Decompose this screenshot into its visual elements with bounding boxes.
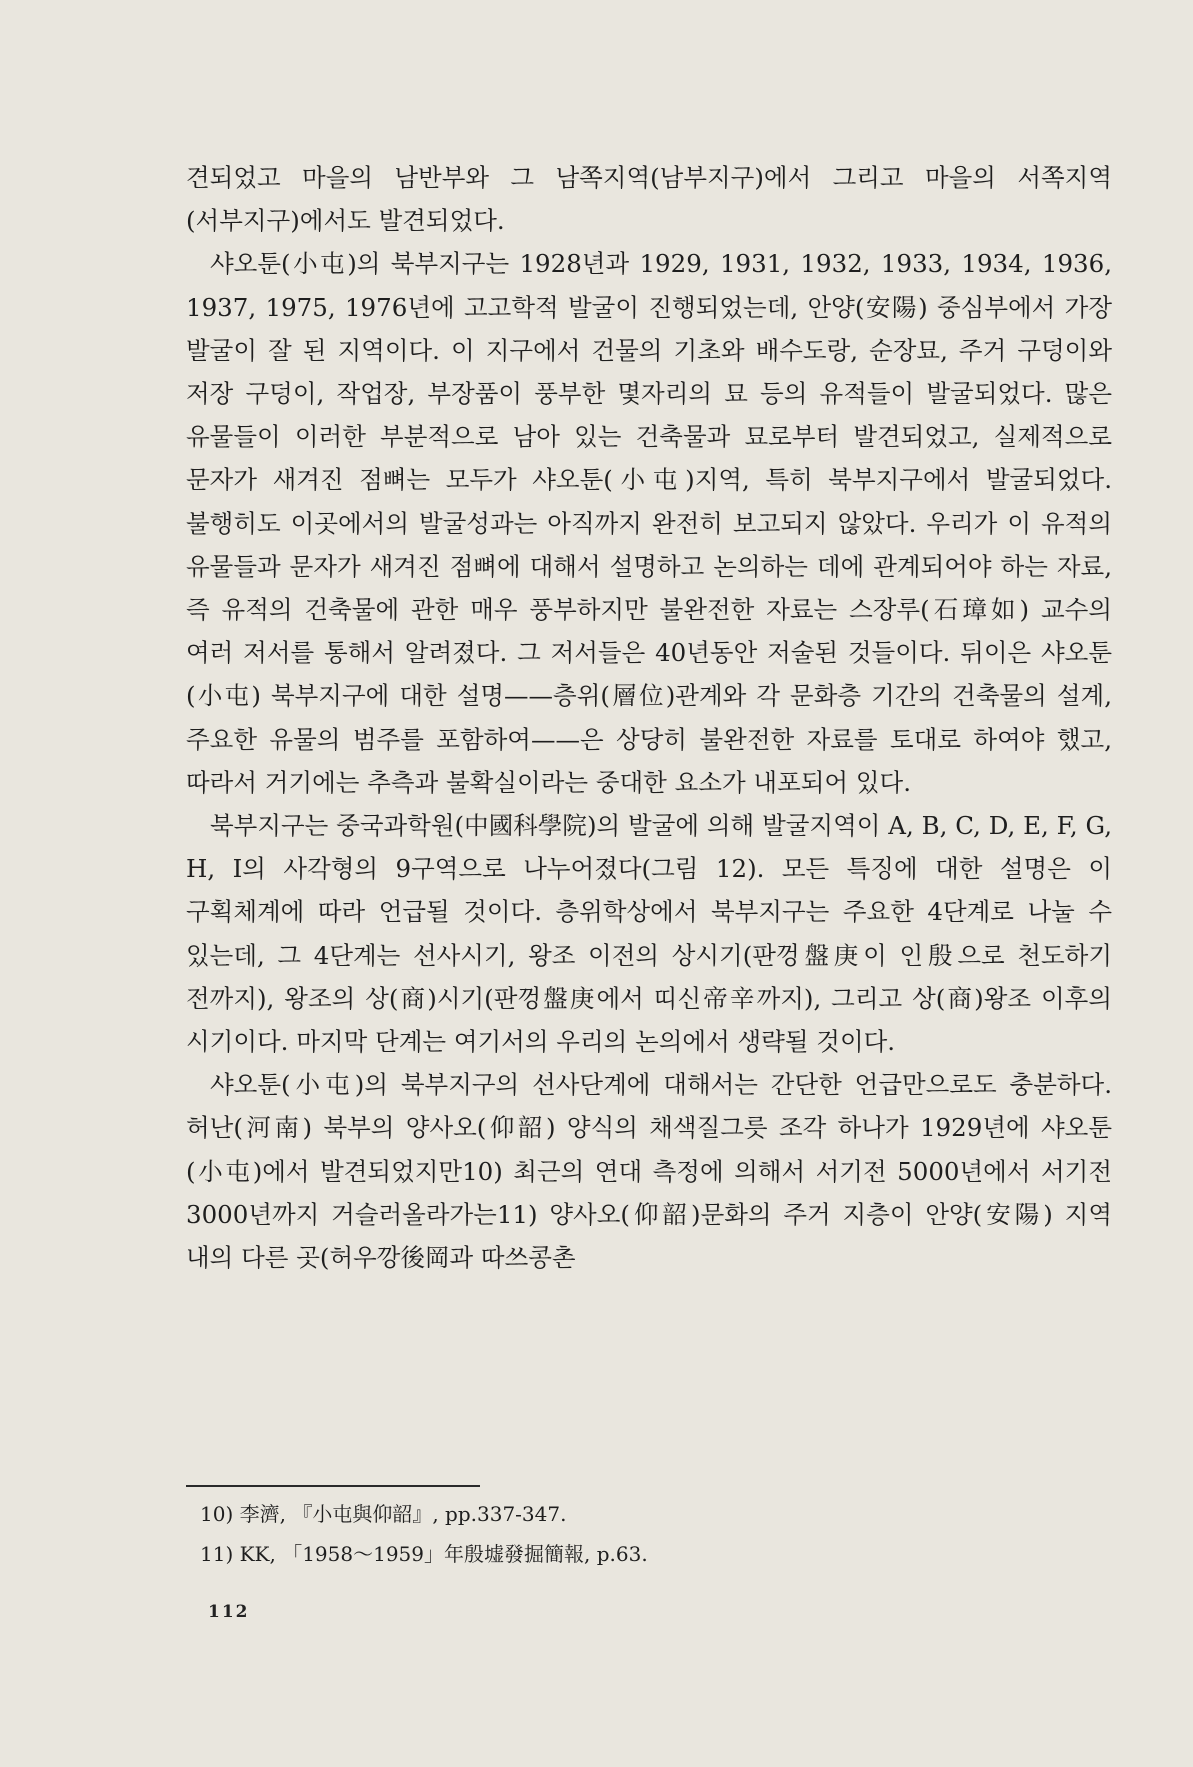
footnote-10: 10) 李濟, 『小屯與仰韶』, pp.337-347.	[200, 1502, 567, 1526]
paragraph-continued: 견되었고 마을의 남반부와 그 남쪽지역(남부지구)에서 그리고 마을의 서쪽지역(서부지구)에서도 발견되었다.	[186, 163, 1112, 236]
paragraph-prehistoric: 샤오툰(小屯)의 북부지구의 선사단계에 대해서는 간단한 언급만으로도 충분하다. 허난(河南) 북부의 양사오(仰韶) 양식의 채색질그릇 조각 하나가 1929년에 샤오툰(小屯)에서 발견되었지만10) 최근의 연대 측정에 의해서 서기전 5000년에서 서기전 3000년까지 거슬러올라가는11) 양사오(仰韶)문화의 주거 지층이 안양(安陽) 지역 내의 다른 곳(허우깡後岡과 따쓰콩촌	[186, 1070, 1112, 1273]
paragraph-north-sections: 북부지구는 중국과학원(中國科學院)의 발굴에 의해 발굴지역이 A, B, C, D, E, F, G, H, I의 사각형의 9구역으로 나누어졌다(그림 12). 모든 특징에 대한 설명은 이 구획체계에 따라 언급될 것이다. 층위학상에서 북부지구는 주요한 4단계로 나눌 수 있는데, 그 4단계는 선사시기, 왕조 이전의 상시기(판껑盤庚이 인殷으로 천도하기 전까지), 왕조의 상(商)시기(판껑盤庚에서 띠신帝辛까지), 그리고 상(商)왕조 이후의 시기이다. 마지막 단계는 여기서의 우리의 논의에서 생략될 것이다.	[186, 811, 1112, 1057]
page-number: 112	[208, 1602, 250, 1622]
paragraph-xiaotun-north: 샤오툰(小屯)의 북부지구는 1928년과 1929, 1931, 1932, 1933, 1934, 1936, 1937, 1975, 1976년에 고고학적 발굴이 진행되었는데, 안양(安陽) 중심부에서 가장 발굴이 잘 된 지역이다. 이 지구에서 건물의 기초와 배수도랑, 순장묘, 주거 구덩이와 저장 구덩이, 작업장, 부장품이 풍부한 몇자리의 묘 등의 유적들이 발굴되었다. 많은 유물들이 이러한 부분적으로 남아 있는 건축물과 묘로부터 발견되었고, 실제적으로 문자가 새겨진 점뼈는 모두가 샤오툰(小屯)지역, 특히 북부지구에서 발굴되었다. 불행히도 이곳에서의 발굴성과는 아직까지 완전히 보고되지 않았다. 우리가 이 유적의 유물들과 문자가 새겨진 점뼈에 대해서 설명하고 논의하는 데에 관계되어야 하는 자료, 즉 유적의 건축물에 관한 매우 풍부하지만 불완전한 자료는 스장루(石璋如) 교수의 여러 저서를 통해서 알려졌다. 그 저서들은 40년동안 저술된 것들이다. 뒤이은 샤오툰(小屯) 북부지구에 대한 설명——층위(層位)관계와 각 문화층 기간의 건축물의 설계, 주요한 유물의 범주를 포함하여——은 상당히 불완전한 자료를 토대로 하여야 했고, 따라서 거기에는 추측과 불확실이라는 중대한 요소가 내포되어 있다.	[186, 249, 1112, 797]
body-text	[186, 156, 1112, 1279]
footnote-11: 11) KK, 「1958～1959」年殷墟發掘簡報, p.63.	[200, 1542, 648, 1566]
footnote-divider	[186, 1485, 480, 1487]
footnotes	[200, 1494, 1100, 1574]
